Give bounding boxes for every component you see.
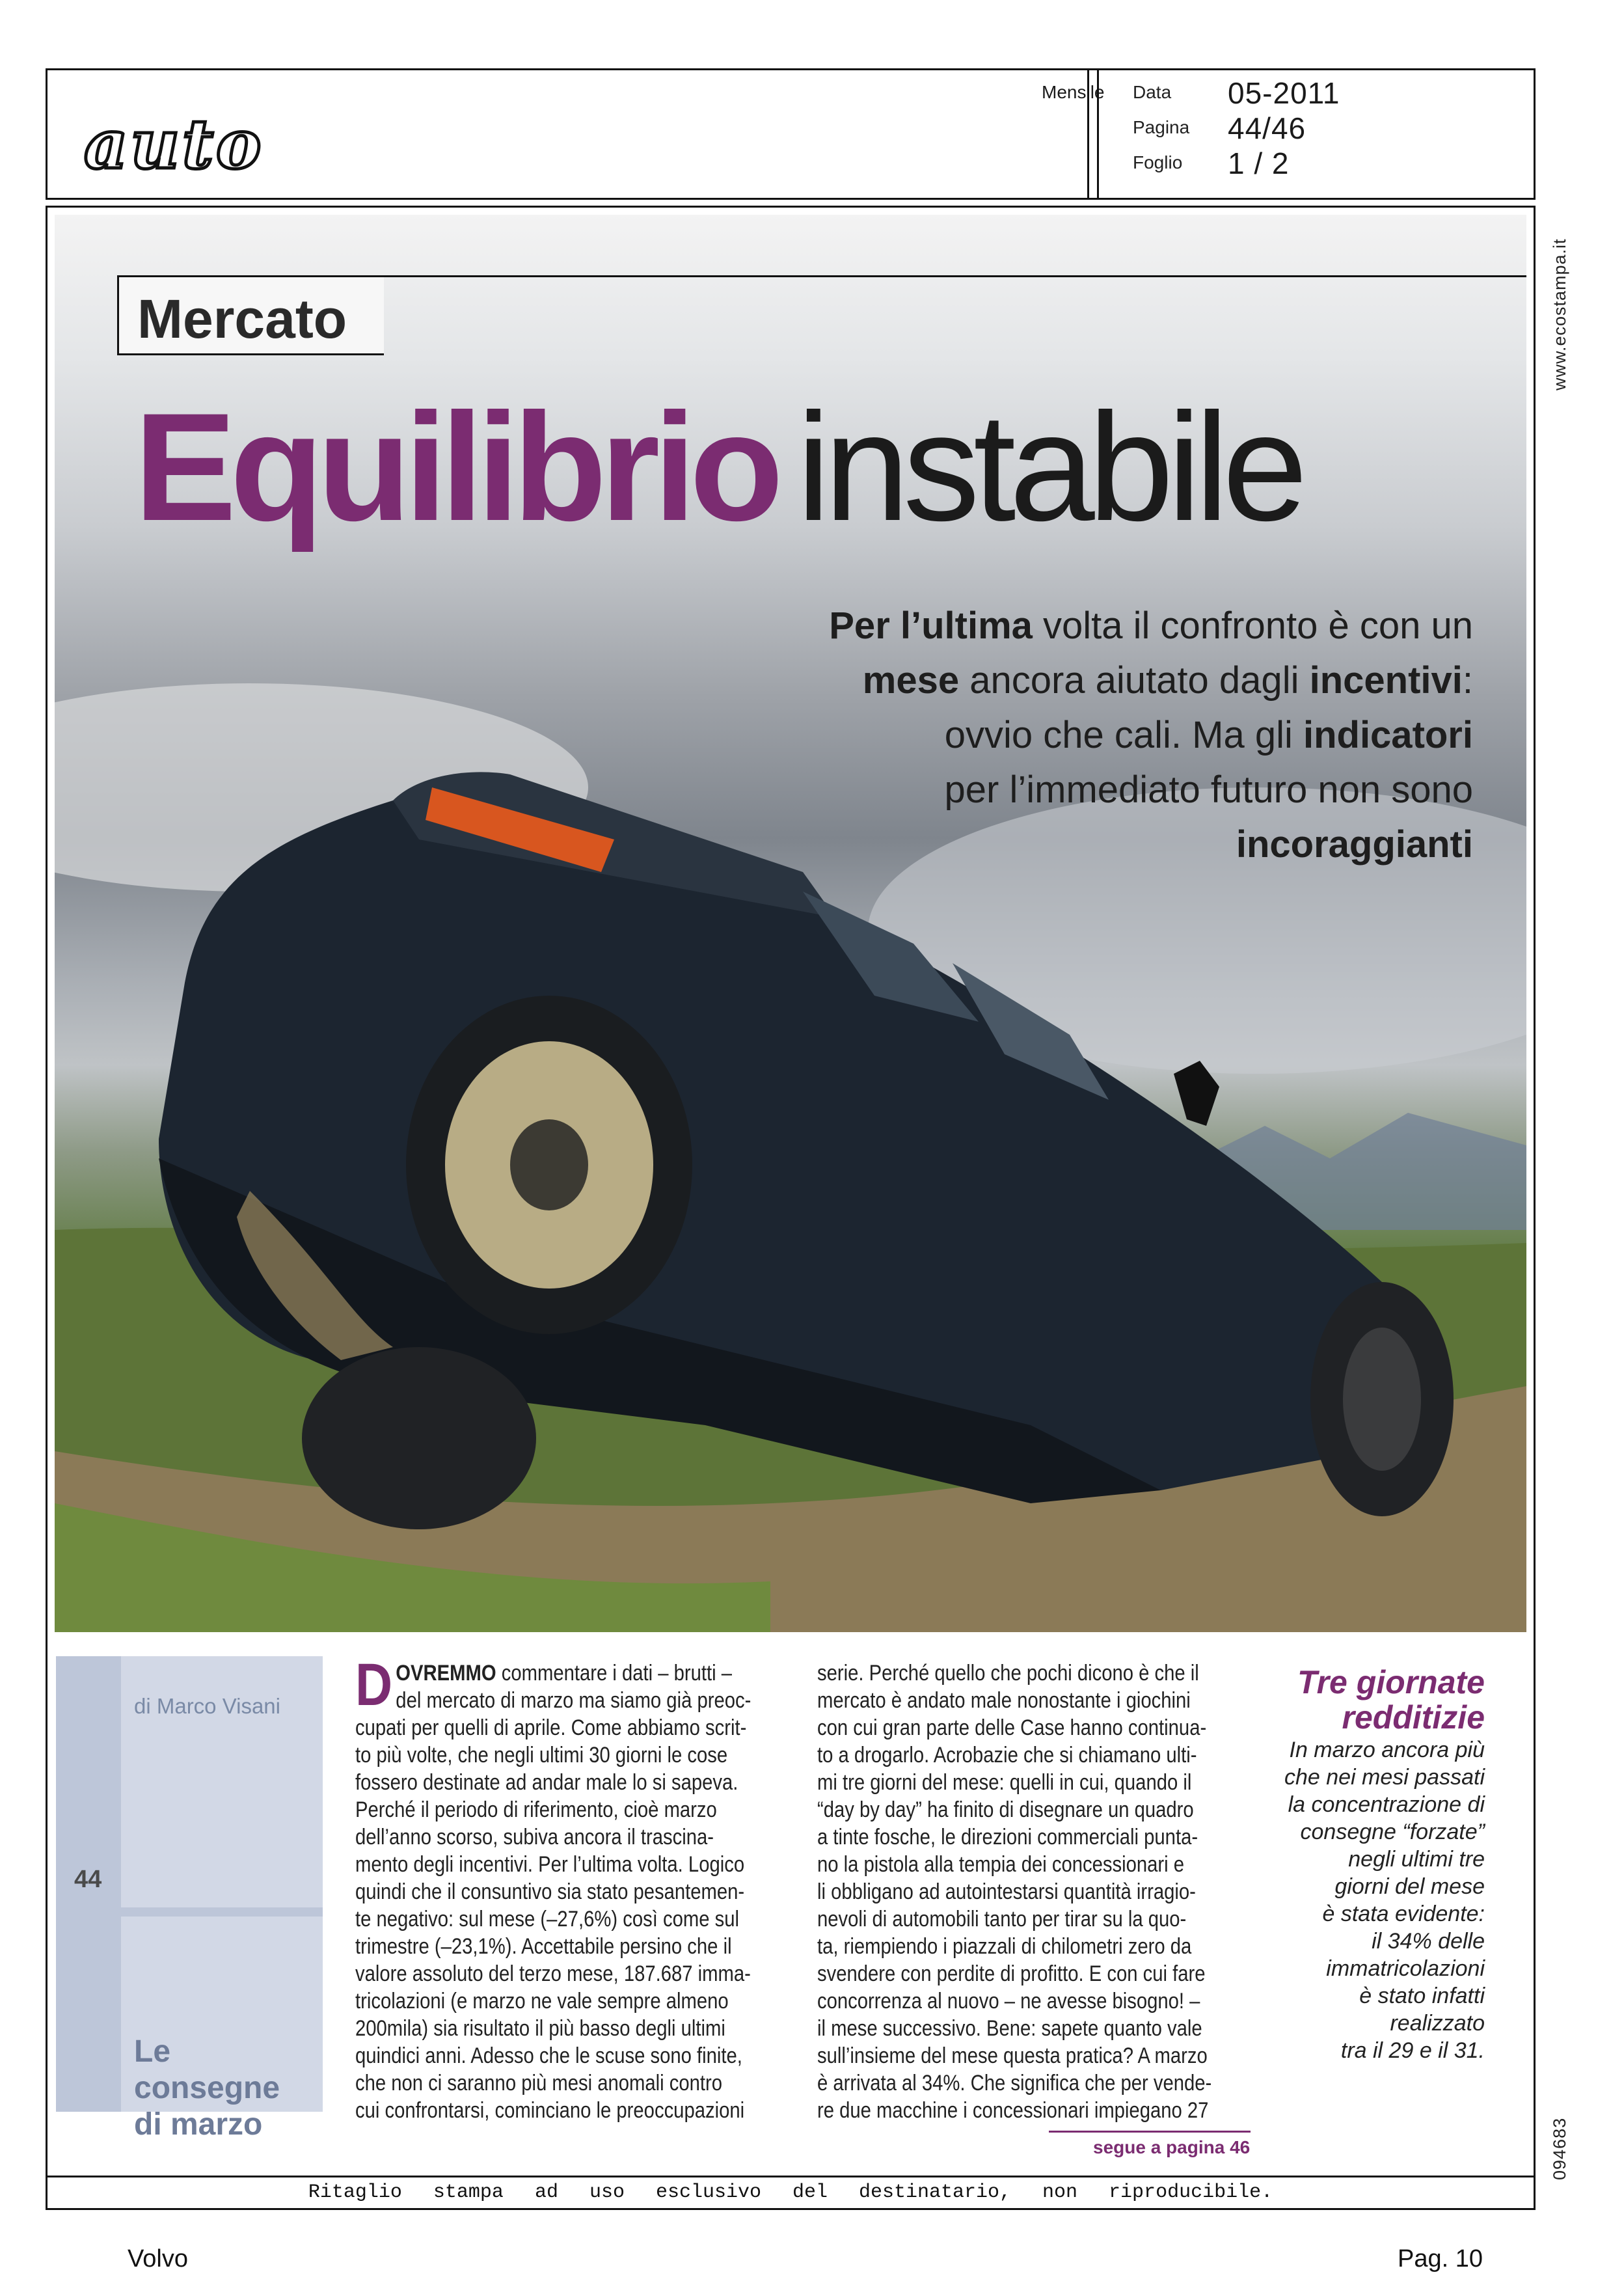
article-line: serie. Perché quello che pochi dicono è che il	[817, 1661, 1199, 1685]
article-line: te negativo: sul mese (–27,6%) così come sul	[355, 1907, 739, 1931]
article-line: fossero destinate ad andar male lo si sapeva.	[355, 1770, 738, 1795]
deck-emphasis: incentivi	[1309, 659, 1463, 702]
article-line: il mese successivo. Bene: sapete quanto vale	[817, 2016, 1202, 2041]
section-tag	[117, 275, 384, 355]
deck-text: :	[1462, 659, 1473, 702]
side-code: 094683	[1550, 2117, 1569, 2180]
deck-emphasis: indicatori	[1303, 714, 1473, 756]
article-line: 200mila) sia risultato il più basso degli ultimi	[355, 2016, 725, 2041]
box-title-line-2: redditizie	[1342, 1699, 1485, 1736]
box-text-line: la concentrazione di	[1288, 1792, 1485, 1817]
deck-line	[692, 817, 1473, 872]
continue-rule	[1049, 2131, 1251, 2133]
box-text-line: è stato infatti	[1359, 1984, 1485, 2008]
deck-text: ancora aiutato dagli	[959, 659, 1310, 702]
article-line: dell’anno scorso, subiva ancora il trascina-	[355, 1825, 714, 1849]
article-column-2	[817, 1659, 1211, 2124]
box-text-line: In marzo ancora più	[1289, 1738, 1485, 1762]
box-text-line: che nei mesi passati	[1284, 1765, 1485, 1790]
data-label: Data	[1133, 82, 1172, 102]
article-line: to a drogarlo. Acrobazie che si chiamano ulti-	[817, 1743, 1197, 1767]
foglio-label: Foglio	[1133, 152, 1183, 172]
deck-text: volta il confronto è con un	[1032, 605, 1473, 647]
headline-bold: Equilibrio	[134, 381, 778, 553]
article-line: valore assoluto del terzo mese, 187.687 imma-	[355, 1961, 751, 1986]
data-value: 05-2011	[1228, 76, 1340, 110]
caption-line-2: di marzo	[134, 2107, 263, 2142]
article-line: cupati per quelli di aprile. Come abbiamo scrit-	[355, 1715, 747, 1740]
box-text-line: giorni del mese	[1334, 1874, 1485, 1899]
box-text-line: è stata evidente:	[1322, 1902, 1485, 1926]
article-deck	[692, 599, 1473, 872]
footer-client: Volvo	[128, 2245, 188, 2272]
foglio-value: 1 / 2	[1228, 146, 1290, 180]
article-line: con cui gran parte delle Case hanno continua-	[817, 1715, 1207, 1740]
article-line: mento degli incentivi. Per l’ultima volta. Logico	[355, 1852, 745, 1877]
disclaimer-rule	[46, 2176, 1536, 2177]
headline-light: instabile	[796, 381, 1302, 553]
box-title	[1257, 1665, 1485, 1735]
header-divider	[1087, 68, 1099, 200]
drop-cap: D	[355, 1652, 393, 1718]
article-line: Perché il periodo di riferimento, cioè marzo	[355, 1797, 717, 1822]
continue-label: segue a pagina 46	[1093, 2137, 1251, 2157]
box-title-line-1: Tre giornate	[1297, 1664, 1485, 1700]
press-clipping-header	[46, 68, 1536, 200]
box-text-line: immatricolazioni	[1326, 1956, 1485, 1981]
deck-emphasis: incoraggianti	[1236, 823, 1473, 866]
box-text-line: tra il 29 e il 31.	[1340, 2038, 1485, 2063]
headline	[134, 381, 1302, 553]
box-text	[1249, 1736, 1485, 2064]
box-text-line: realizzato	[1390, 2011, 1485, 2036]
deck-line	[692, 763, 1473, 817]
article-line: sull’insieme del mese questa pratica? A marzo	[817, 2043, 1208, 2068]
side-url: www.ecostampa.it	[1550, 238, 1569, 390]
left-sidebar	[56, 1656, 323, 2142]
deck-emphasis: Per l’ultima	[829, 605, 1033, 647]
periodicity-label: Mensile	[1042, 82, 1105, 102]
article-text: commentare i dati – brutti –	[496, 1661, 733, 1685]
article-line: è arrivata al 34%. Che significa che per vende-	[817, 2071, 1212, 2095]
section-label: Mercato	[137, 288, 347, 349]
page-number: 44	[74, 1866, 102, 1893]
box-text-line: il 34% delle	[1372, 1929, 1485, 1954]
article-line: trimestre (–23,1%). Accettabile persino che il	[355, 1934, 732, 1959]
article-line: “day by day” ha finito di disegnare un quadro	[817, 1797, 1194, 1822]
article-column-1	[355, 1652, 751, 2124]
article-line: tricolazioni (e marzo ne vale sempre almeno	[355, 1989, 729, 2013]
magazine-logo: auto	[84, 104, 264, 184]
article-line: mercato è andato male nonostante i giochini	[817, 1688, 1191, 1713]
article-line: quindici anni. Adesso che le scuse sono finite,	[355, 2043, 742, 2068]
article-line: del mercato di marzo ma siamo già preoc-	[396, 1688, 751, 1713]
article-line: li obbligano ad autointestarsi quantità irragio-	[817, 1879, 1196, 1904]
deck-line	[692, 708, 1473, 763]
deck-line	[692, 653, 1473, 708]
deck-text: per l’immediato futuro non sono	[944, 769, 1473, 811]
article-line: a tinte fosche, le direzioni commerciali punta-	[817, 1825, 1198, 1849]
article-line: nevoli di automobili tanto per tirar su la quo-	[817, 1907, 1187, 1931]
caption-line-1: Le consegne	[134, 2034, 280, 2105]
footer-page: Pag. 10	[1398, 2245, 1483, 2272]
box-text-line: negli ultimi tre	[1348, 1847, 1485, 1872]
deck-text: ovvio che cali. Ma gli	[944, 714, 1303, 756]
lead-word: OVREMMO	[396, 1661, 496, 1685]
article-line: no la pistola alla tempia dei concessionari e	[817, 1852, 1185, 1877]
author-byline: di Marco Visani	[134, 1694, 280, 1718]
pagina-label: Pagina	[1133, 117, 1190, 137]
deck-line	[692, 599, 1473, 653]
article-line: quindi che il consuntivo sia stato pesantemen-	[355, 1879, 745, 1904]
article-line: mi tre giorni del mese: quelli in cui, quando il	[817, 1770, 1192, 1795]
article-line: che non ci saranno più mesi anomali contro	[355, 2071, 722, 2095]
article-line: to più volte, che negli ultimi 30 giorni le cose	[355, 1743, 728, 1767]
disclaimer-text: Ritaglio stampa ad uso esclusivo del destinatario, non riproducibile.	[308, 2181, 1273, 2204]
pagina-value: 44/46	[1228, 111, 1306, 145]
box-text-line: consegne “forzate”	[1300, 1820, 1485, 1844]
article-line: svendere con perdite di profitto. E con cui fare	[817, 1961, 1206, 1986]
article-line: ta, riempiendo i piazzali di chilometri zero da	[817, 1934, 1192, 1959]
article-line: re due macchine i concessionari impiegano 27	[817, 2098, 1209, 2123]
article-line: concorrenza al nuovo – ne avesse bisogno! –	[817, 1989, 1200, 2013]
deck-emphasis: mese	[862, 659, 960, 702]
article-line: cui confrontarsi, cominciano le preoccupazioni	[355, 2098, 745, 2123]
article-line	[355, 1659, 751, 1687]
section-caption	[134, 2034, 323, 2143]
